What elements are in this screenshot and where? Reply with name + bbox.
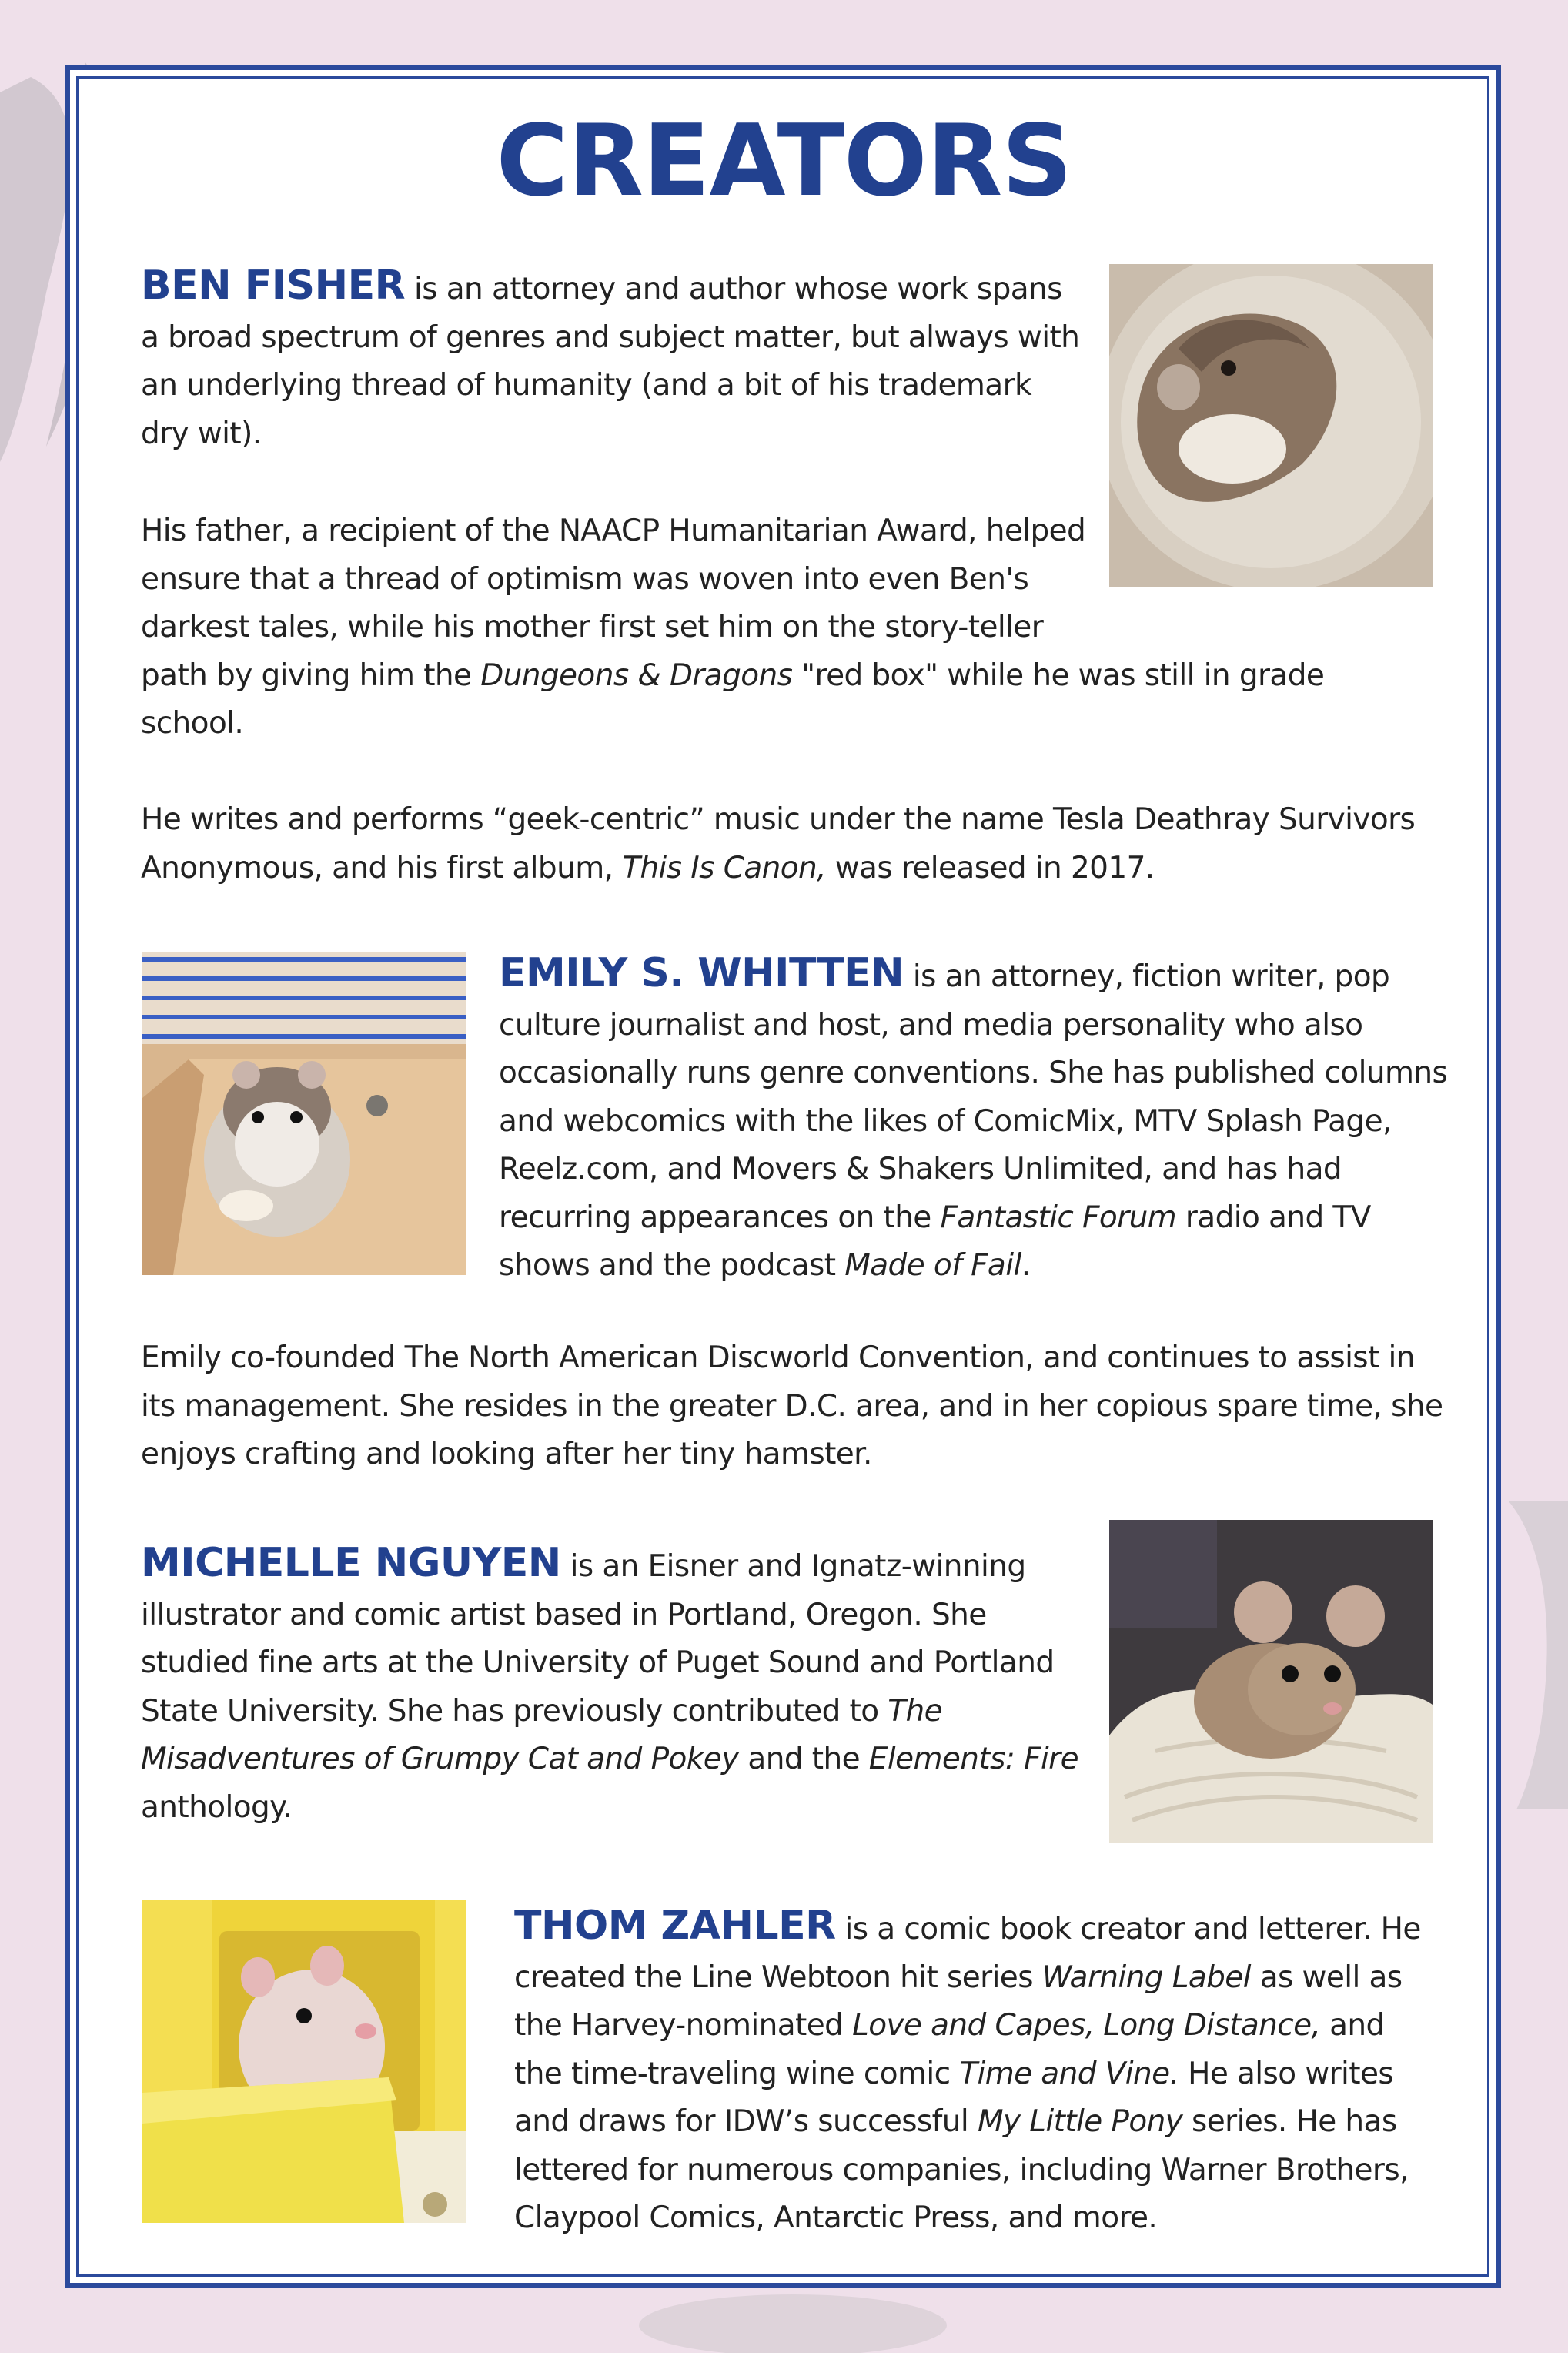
page-title: CREATORS [496,104,1072,219]
bio-text-run: and the [738,1742,869,1776]
bio-text-run: as well as the Harvey-nominated [514,1960,1403,2043]
hamster-in-yellow-house-icon [142,1900,466,2223]
emily-whitten-photo [142,952,466,1275]
bio-text-run: His father, a recipient of the NAACP Humanitarian Award, helped ensure that a thread of optimism was woven into even Ben's darkest tales, while his mother first set him on the story-teller path by giving him the [141,514,1086,693]
bio-text-run: series. He has lettered for numerous companies, including Warner Brothers, Claypool Comics, Antarctic Press, and more. [514,2104,1409,2235]
emily-whitten-bio-p2 [141,1334,1457,1479]
bio-text-italic-run: My Little Pony [977,2104,1183,2139]
bio-text-run: was released in 2017. [825,850,1155,885]
bio-text-run: . [1021,1248,1031,1283]
bio-text-run: He writes and performs “geek-centric” music under the name Tesla Deathray Survivors Anonymous, and his first album, [141,802,1416,885]
bio-text-italic-run: Fantastic Forum [940,1200,1177,1235]
bio-text-run: is a comic book creator and letterer. He created the Line Webtoon hit series [514,1912,1421,1995]
wrap-float [1111,507,1342,642]
michelle-nguyen-bio-p1 [141,1539,1088,1832]
bio-text-italic-run: This Is Canon, [622,850,826,885]
ben-fisher-bio-p2 [141,507,1342,748]
bio-text-run: He also writes and draws for IDW’s successful [514,2056,1394,2139]
bio-text-italic-run: Made of Fail [844,1248,1021,1283]
bio-text-run: radio and TV shows and the podcast [499,1200,1371,1283]
thom-zahler-bio-p1 [514,1902,1438,2243]
bio-text-run: is an attorney and author whose work spans a broad spectrum of genres and subject matter, but always with an underlying thread of humanity (and a bit of his trademark dry wit). [141,272,1080,451]
bio-text-italic-run: Love and Capes, Long Distance, [852,2008,1321,2043]
brush-smudge-bottom [631,2287,955,2353]
bio-text-italic-run: Warning Label [1041,1960,1251,1995]
thom-zahler-name: THOM ZAHLER [514,1903,836,1949]
emily-whitten-name: EMILY S. WHITTEN [499,950,904,996]
bio-text-run: Emily co-founded The North American Discworld Convention, and continues to assist in its management. She resides in the greater D.C. area, and in her copious spare time, she enjoys crafting and looking after her tiny hamster. [141,1341,1443,1471]
ben-fisher-bio-p3 [141,796,1449,892]
bio-text-run: and the time-traveling wine comic [514,2008,1385,2091]
bio-text-run: "red box" while he was still in grade school. [141,658,1325,741]
mouse-on-cushion-icon [1109,1520,1433,1843]
bio-text-run: anthology. [141,1789,292,1825]
emily-whitten-bio-p1 [499,949,1453,1290]
michelle-nguyen-photo [1109,1520,1433,1843]
bio-text-run: is an Eisner and Ignatz-winning illustrator and comic artist based in Portland, Oregon. She studied fine arts at the University of Puget Sound and Portland State University. She has previously contributed to [141,1549,1055,1729]
bio-text-italic-run: Time and Vine. [959,2056,1179,2091]
ben-fisher-bio-p1 [141,262,1088,458]
brush-smudge-right [1493,1501,1568,1809]
bio-text-italic-run: The Misadventures of Grumpy Cat and Pokey [141,1693,943,1776]
bio-text-italic-run: Dungeons & Dragons [480,658,793,693]
bio-text-run: is an attorney, fiction writer, pop culture journalist and host, and media personality who also occasionally runs genre conventions. She has published columns and webcomics with the likes of ComicMix, MTV Splash Page, Reelz.com, and Movers & Shakers Unlimited, and has had recurring appearances on the [499,959,1448,1235]
michelle-nguyen-name: MICHELLE NGUYEN [141,1540,561,1586]
ben-fisher-name: BEN FISHER [141,263,406,309]
hamster-eating-in-wooden-box-icon [142,952,466,1275]
thom-zahler-photo [142,1900,466,2223]
bio-text-italic-run: Elements: Fire [868,1742,1079,1776]
